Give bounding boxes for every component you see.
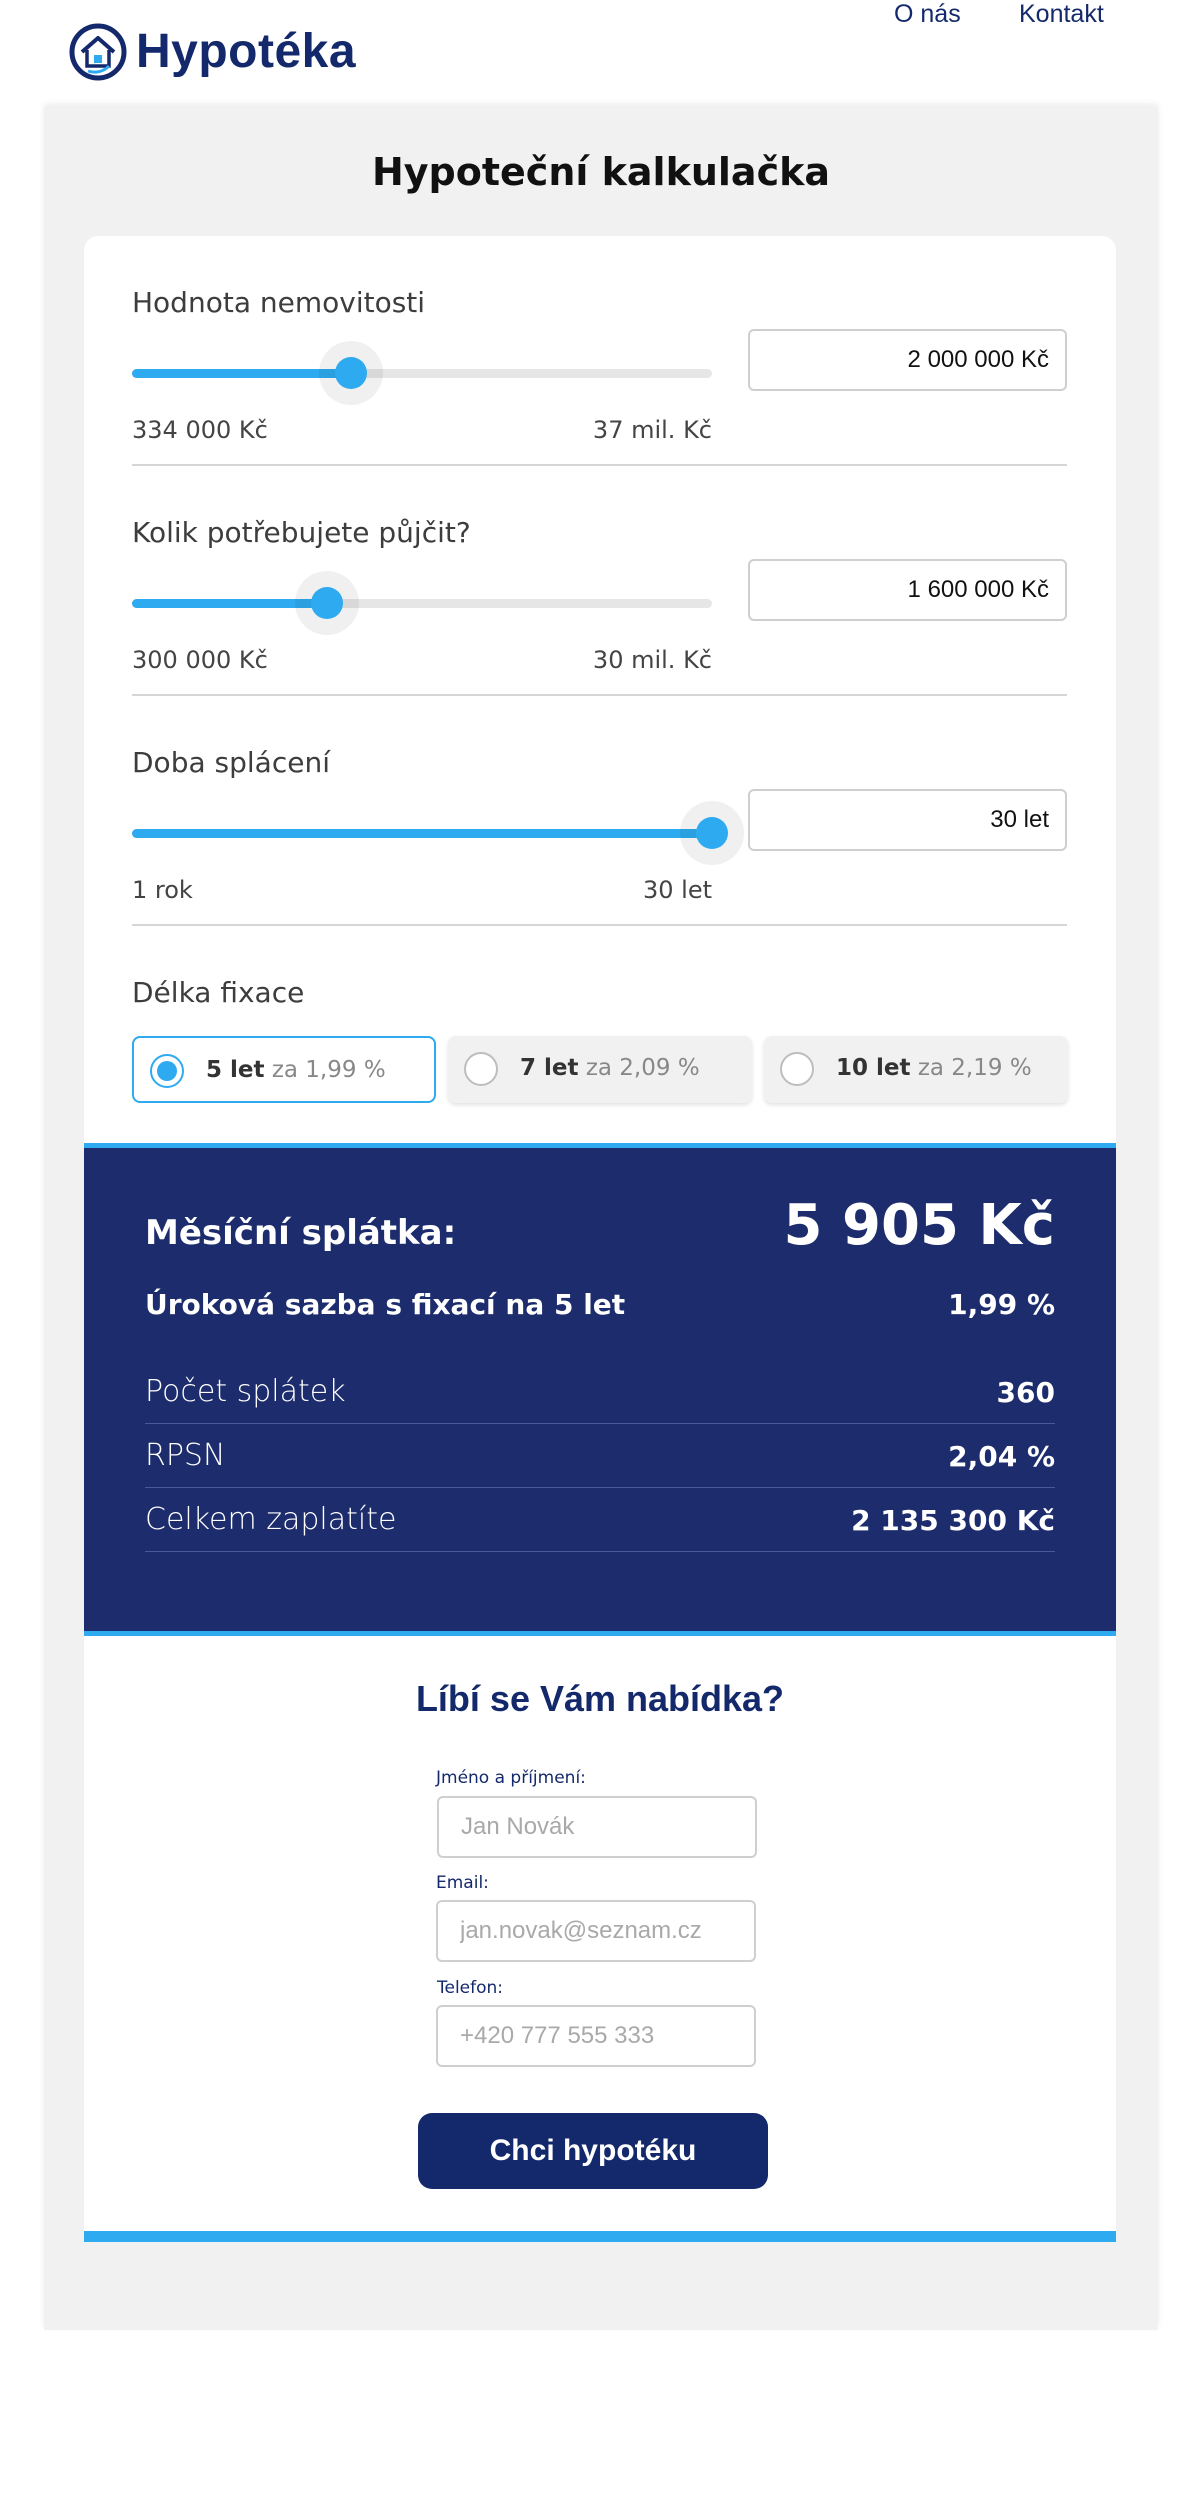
nav-link-contact[interactable]: Kontakt — [1019, 0, 1104, 28]
calculator-card — [84, 236, 1116, 1146]
loan-amount-label: Kolik potřebujete půjčit? — [132, 516, 471, 549]
email-field[interactable] — [436, 1900, 756, 1962]
fixation-rate: za 2,19 % — [917, 1055, 1032, 1081]
monthly-payment-value: 5 905 Kč — [783, 1193, 1055, 1258]
fixation-option-7[interactable] — [448, 1036, 752, 1103]
result-row-value: 2 135 300 Kč — [851, 1504, 1055, 1537]
result-row-label: RPSN — [145, 1438, 226, 1473]
site-header — [0, 0, 1200, 107]
name-field[interactable] — [437, 1796, 757, 1858]
result-row-label: Počet splátek — [145, 1374, 346, 1409]
interest-rate-value: 1,99 % — [948, 1288, 1055, 1321]
property-value-input[interactable] — [748, 329, 1067, 391]
fixation-option-10[interactable] — [764, 1036, 1068, 1103]
slider-thumb[interactable] — [311, 587, 343, 619]
term-field — [132, 696, 1067, 926]
fixation-years: 10 let — [836, 1055, 911, 1081]
result-row-value: 360 — [996, 1376, 1055, 1409]
result-row-rpsn — [145, 1424, 1055, 1488]
property-value-label: Hodnota nemovitosti — [132, 286, 426, 319]
slider-thumb[interactable] — [335, 357, 367, 389]
nav-link-about[interactable]: O nás — [894, 0, 961, 28]
loan-amount-max: 30 mil. Kč — [592, 646, 712, 674]
loan-amount-slider[interactable] — [132, 599, 712, 608]
fixation-years: 7 let — [520, 1055, 579, 1081]
result-row-label: Celkem zaplatíte — [145, 1502, 397, 1537]
form-title: Líbí se Vám nabídka? — [415, 1678, 785, 1719]
term-slider[interactable] — [132, 829, 712, 838]
radio-button[interactable] — [464, 1052, 498, 1086]
submit-button[interactable]: Chci hypotéku — [418, 2113, 768, 2189]
form-bottom-bar — [84, 2231, 1116, 2242]
loan-amount-min: 300 000 Kč — [132, 646, 268, 674]
property-value-max: 37 mil. Kč — [592, 416, 712, 444]
result-row-value: 2,04 % — [948, 1440, 1055, 1473]
property-value-field — [132, 236, 1067, 466]
fixation-years: 5 let — [206, 1057, 265, 1083]
term-label: Doba splácení — [132, 746, 330, 779]
phone-field[interactable] — [436, 2005, 756, 2067]
fixation-option-text — [520, 1055, 700, 1081]
contact-form — [84, 1636, 1116, 2232]
radio-button[interactable] — [780, 1052, 814, 1086]
property-value-slider[interactable] — [132, 369, 712, 378]
term-max: 30 let — [642, 876, 712, 904]
logo[interactable] — [68, 22, 356, 82]
fixation-option-5[interactable] — [132, 1036, 436, 1103]
divider — [132, 924, 1067, 926]
email-label: Email: — [436, 1873, 489, 1893]
loan-amount-input[interactable] — [748, 559, 1067, 621]
fixation-rate: za 1,99 % — [271, 1057, 386, 1083]
brand-name: Hypotéka — [136, 25, 357, 78]
term-input[interactable] — [748, 789, 1067, 851]
results-panel — [84, 1143, 1116, 1636]
property-value-min: 334 000 Kč — [132, 416, 268, 444]
house-logo-icon — [68, 22, 128, 82]
name-label: Jméno a příjmení: — [436, 1768, 586, 1788]
fixation-label: Délka fixace — [132, 976, 305, 1009]
monthly-payment-label: Měsíční splátka: — [145, 1213, 457, 1253]
term-min: 1 rok — [132, 876, 193, 904]
phone-label: Telefon: — [437, 1978, 504, 1998]
result-row-payments — [145, 1360, 1055, 1424]
slider-thumb[interactable] — [696, 817, 728, 849]
slider-fill — [132, 829, 712, 838]
fixation-option-text — [836, 1055, 1032, 1081]
result-row-total — [145, 1488, 1055, 1552]
fixation-rate: za 2,09 % — [585, 1055, 700, 1081]
loan-amount-field — [132, 466, 1067, 696]
interest-rate-label: Úroková sazba s fixací na 5 let — [145, 1288, 626, 1321]
radio-button[interactable] — [150, 1054, 184, 1088]
page-title: Hypoteční kalkulačka — [371, 150, 831, 194]
fixation-option-text — [206, 1057, 386, 1083]
